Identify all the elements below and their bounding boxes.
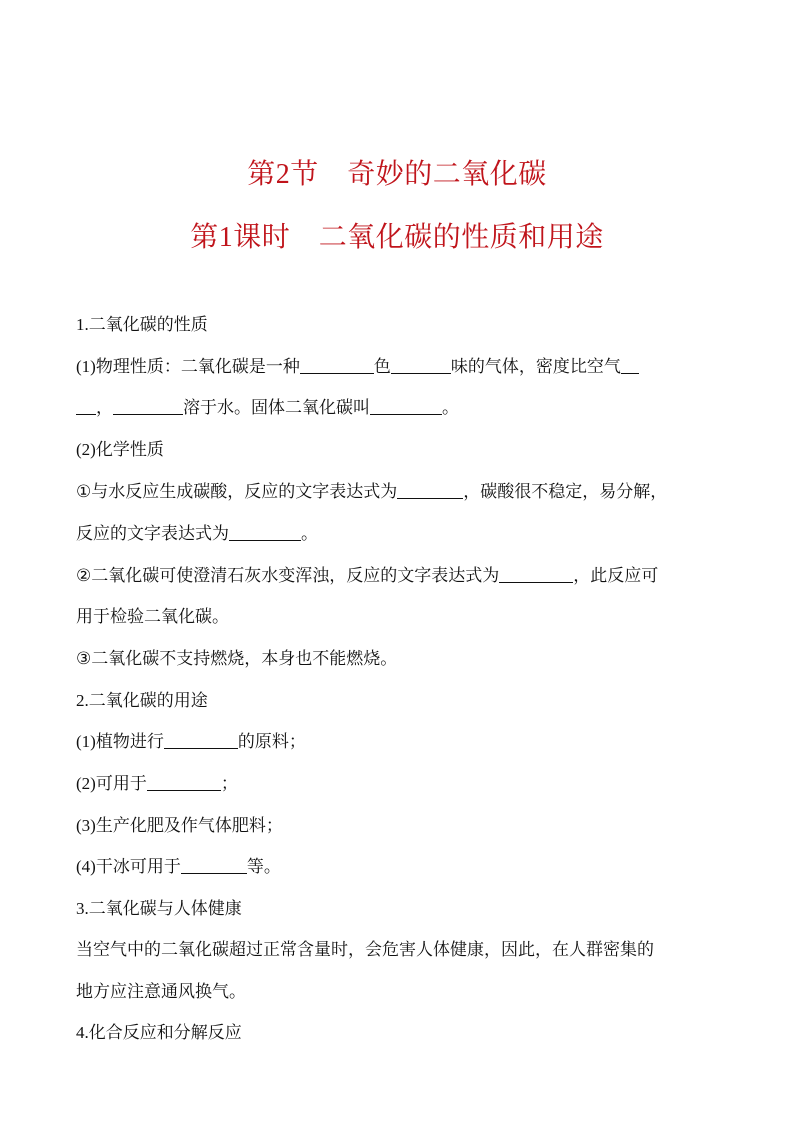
answer-blank[interactable] (164, 731, 238, 749)
use-item-2: (2)可用于 ； (76, 774, 238, 794)
title-number: 1 (218, 222, 234, 253)
answer-blank[interactable] (181, 856, 247, 874)
chem-item-1-line2: 反应的文字表达式为 。 (76, 524, 318, 544)
title-number: 2 (275, 159, 291, 190)
answer-blank[interactable] (300, 356, 374, 374)
title-text: 节 奇妙的二氧化碳 (290, 157, 547, 190)
answer-blank[interactable] (147, 773, 221, 791)
answer-blank[interactable] (370, 397, 442, 415)
health-paragraph-line2: 地方应注意通风换气。 (76, 982, 246, 1002)
answer-blank[interactable] (621, 356, 639, 374)
title-text: 课时 二氧化碳的性质和用途 (233, 220, 604, 253)
chem-item-1-line1: ①与水反应生成碳酸，反应的文字表达式为 ，碳酸很不稳定，易分解， (76, 482, 668, 502)
answer-blank[interactable] (391, 356, 451, 374)
chem-item-2-line1: ②二氧化碳可使澄清石灰水变浑浊，反应的文字表达式为 ，此反应可 (76, 566, 659, 586)
lesson-title (0, 215, 794, 255)
answer-blank[interactable] (76, 397, 96, 415)
title-text: 第 (190, 220, 219, 253)
heading-uses: 2.二氧化碳的用途 (76, 691, 208, 711)
chem-item-2-line2: 用于检验二氧化碳。 (76, 607, 229, 627)
health-paragraph-line1: 当空气中的二氧化碳超过正常含量时，会危害人体健康，因此，在人群密集的 (76, 940, 654, 960)
answer-blank[interactable] (397, 481, 463, 499)
section-title (0, 152, 794, 192)
use-item-3: (3)生产化肥及作气体肥料； (76, 816, 283, 836)
physical-properties-line2: ， 溶于水。固体二氧化碳叫 。 (76, 397, 726, 419)
heading-health: 3.二氧化碳与人体健康 (76, 899, 242, 919)
heading-properties: 1.二氧化碳的性质 (76, 315, 208, 335)
chemical-properties-heading: (2)化学性质 (76, 440, 164, 460)
answer-blank[interactable] (499, 565, 573, 583)
title-text: 第 (247, 157, 276, 190)
chem-item-3: ③二氧化碳不支持燃烧，本身也不能燃烧。 (76, 649, 398, 669)
heading-reactions: 4.化合反应和分解反应 (76, 1023, 242, 1043)
answer-blank[interactable] (229, 523, 301, 541)
physical-properties-line1: (1)物理性质：二氧化碳是一种 色 味的气体，密度比空气 (76, 356, 726, 378)
answer-blank[interactable] (113, 397, 183, 415)
use-item-1: (1)植物进行 的原料； (76, 732, 306, 752)
use-item-4: (4)干冰可用于 等。 (76, 857, 281, 877)
